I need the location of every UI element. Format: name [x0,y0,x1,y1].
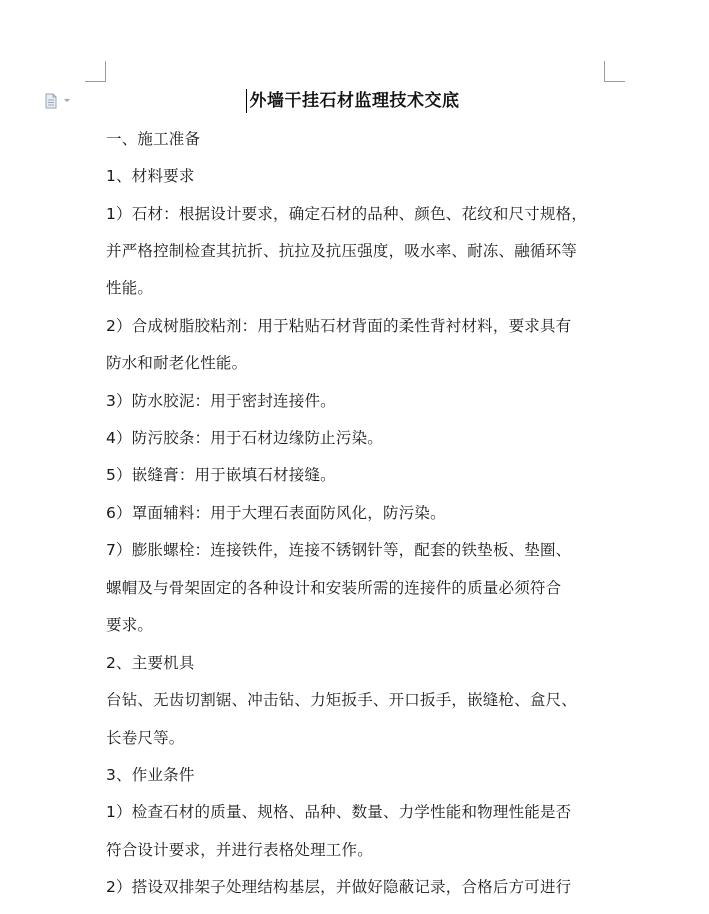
text-line: 要求。 [106,616,154,634]
text-line: 2）搭设双排架子处理结构基层，并做好隐蔽记录，合格后方可进行 [106,878,572,896]
text-line: 螺帽及与骨架固定的各种设计和安装所需的连接件的质量必须符合 [106,579,562,597]
text-line: 台钻、无齿切割锯、冲击钻、力矩扳手、开口扳手，嵌缝枪、盒尺、 [106,691,578,709]
text-line: 符合设计要求，并进行表格处理工作。 [106,841,373,859]
text-line: 3）防水胶泥：用于密封连接件。 [106,392,336,410]
text-line: 6）罩面辅料：用于大理石表面防风化，防污染。 [106,504,446,522]
text-line: 3、作业条件 [106,766,195,784]
margin-mark-top-left [85,61,106,82]
margin-mark-top-right [604,61,625,82]
text-line: 1）检查石材的质量、规格、品种、数量、力学性能和物理性能是否 [106,803,572,821]
text-line: 4）防污胶条：用于石材边缘防止污染。 [106,429,383,447]
text-line: 2、主要机具 [106,654,195,672]
text-line: 1、材料要求 [106,167,195,185]
text-line: 5）嵌缝膏：用于嵌填石材接缝。 [106,466,336,484]
text-line: 并严格控制检查其抗折、抗拉及抗压强度，吸水率、耐冻、融循环等 [106,242,578,260]
text-line: 防水和耐老化性能。 [106,354,248,372]
text-line: 2）合成树脂胶粘剂：用于粘贴石材背面的柔性背衬材料，要求具有 [106,317,572,335]
text-line: 7）膨胀螺栓：连接铁件，连接不锈钢针等，配套的铁垫板、垫圈、 [106,541,572,559]
text-line: 一、施工准备 [106,130,201,148]
text-line: 长卷尺等。 [106,729,185,747]
document-title: 外墙干挂石材监理技术交底 [249,91,460,111]
text-line: 性能。 [106,279,154,297]
text-line: 1）石材：根据设计要求，确定石材的品种、颜色、花纹和尺寸规格， [106,205,588,223]
